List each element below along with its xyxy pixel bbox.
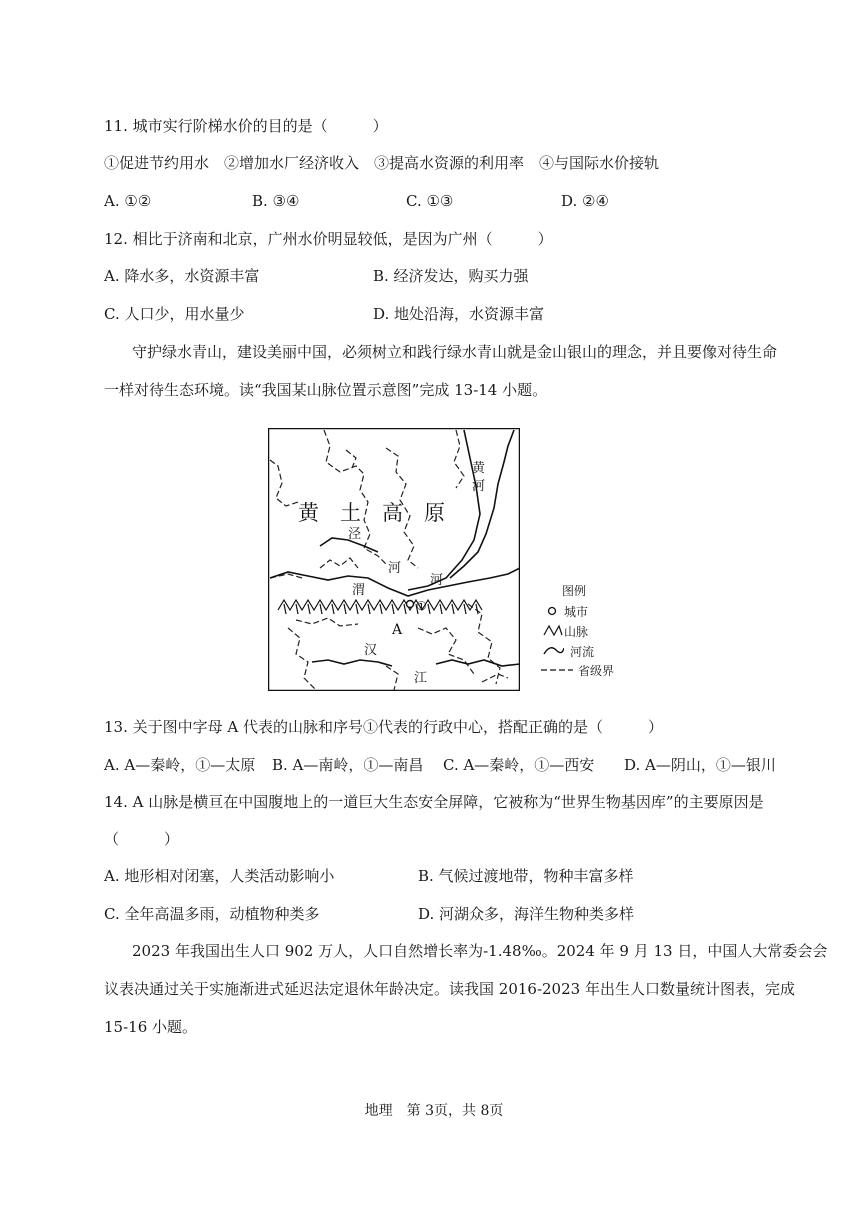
q12-option-a: A. 降水多，水资源丰富	[104, 267, 260, 285]
jing-label: 泾	[348, 527, 362, 542]
q12-stem: 12. 相比于济南和北京，广州水价明显较低，是因为广州（ ）	[104, 230, 553, 248]
intro1-line2: 一样对待生态环境。读“我国某山脉位置示意图”完成 13-14 小题。	[104, 381, 548, 399]
q11-statements: ①促进节约用水 ②增加水厂经济收入 ③提高水资源的利用率 ④与国际水价接轨	[104, 154, 660, 172]
city-number-label: ①	[416, 599, 427, 613]
q13-option-c: C. A—秦岭，①—西安	[443, 756, 595, 774]
q13-option-d: D. A—阴山，①—银川	[624, 756, 776, 774]
legend-mountain-label: 山脉	[564, 625, 589, 639]
intro1-line1: 守护绿水青山，建设美丽中国，必须树立和践行绿水青山就是金山银山的理念，并且要像对待生命	[132, 343, 778, 361]
q14-stem: 14. A 山脉是横亘在中国腹地上的一道巨大生态安全屏障，它被称为“世界生物基因库”的主要原因是	[104, 793, 764, 811]
q11-option-b: B. ③④	[252, 192, 300, 210]
q14-option-b: B. 气候过渡地带，物种丰富多样	[418, 867, 634, 885]
q12-option-c: C. 人口少，用水量少	[104, 305, 245, 323]
q11-stem: 11. 城市实行阶梯水价的目的是（ ）	[104, 117, 388, 135]
q11-option-a: A. ①②	[104, 192, 152, 210]
yellow-river-label-1: 黄	[472, 461, 486, 476]
city-marker	[407, 601, 414, 608]
q12-option-d: D. 地处沿海，水资源丰富	[373, 305, 545, 323]
mountain-location-map	[268, 428, 520, 691]
legend-boundary-icon	[540, 664, 574, 676]
q14-blank: （ ）	[104, 830, 180, 848]
q14-option-d: D. 河湖众多，海洋生物种类多样	[418, 905, 635, 923]
legend-river-label: 河流	[570, 645, 595, 659]
q14-option-c: C. 全年高温多雨，动植物种类多	[104, 905, 320, 923]
he-label-2: 河	[430, 573, 444, 588]
map-legend	[540, 582, 640, 682]
q11-option-c: C. ①③	[406, 192, 454, 210]
han-label: 汉	[364, 643, 378, 658]
wei-label: 渭	[352, 583, 366, 598]
q12-option-b: B. 经济发达，购买力强	[373, 267, 529, 285]
plateau-label: 黄 土 高 原	[298, 501, 445, 525]
legend-mountain-icon	[542, 622, 564, 638]
legend-city-icon	[544, 604, 560, 618]
jiang-label: 江	[414, 671, 428, 686]
q13-stem: 13. 关于图中字母 A 代表的山脉和序号①代表的行政中心，搭配正确的是（ ）	[104, 718, 663, 736]
he-label-1: 河	[388, 561, 402, 576]
legend-boundary-label: 省级界	[578, 664, 615, 678]
intro2-line3: 15-16 小题。	[104, 1018, 198, 1036]
q13-option-b: B. A—南岭，①—南昌	[272, 756, 424, 774]
mountain-letter-a: A	[392, 622, 403, 638]
q11-option-d: D. ②④	[561, 192, 609, 210]
q14-option-a: A. 地形相对闭塞，人类活动影响小	[104, 867, 335, 885]
legend-river-icon	[542, 642, 564, 658]
intro2-line2: 议表决通过关于实施渐进式延迟法定退休年龄决定。读我国 2016-2023 年出生人口数量统计图表，完成	[104, 980, 795, 998]
legend-city-label: 城市	[564, 605, 589, 619]
yellow-river-label-2: 河	[472, 479, 486, 494]
page-footer: 地理 第 3页，共 8页	[364, 1103, 504, 1119]
intro2-line1: 2023 年我国出生人口 902 万人，人口自然增长率为-1.48‰。2024 年 9 月 13 日，中国人大常委会会	[132, 942, 828, 960]
q13-option-a: A. A—秦岭，①—太原	[104, 756, 256, 774]
legend-title: 图例	[562, 584, 587, 598]
map-figure	[268, 428, 520, 691]
